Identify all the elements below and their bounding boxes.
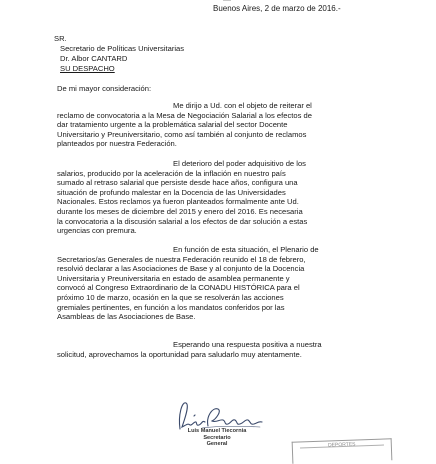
signer-role: General xyxy=(206,441,228,448)
paragraph-line: Secretarios/as Generales de nuestra Federación reunido el 18 de febrero, xyxy=(57,254,306,264)
paragraph-line: El deterioro del poder adquisitivo de los xyxy=(173,159,306,168)
paragraph-line: Universitaria y Preuniversitaria en estado de asamblea permanente y xyxy=(57,273,290,283)
received-stamp xyxy=(292,438,393,463)
recipient-line-4: SU DESPACHO xyxy=(60,64,115,73)
paragraph-line: salarios, producido por la aceleración de la inflación en nuestro país xyxy=(57,168,286,178)
paragraph-line: reclamo de convocatoria a la Mesa de Negociación Salarial a los efectos de xyxy=(57,110,312,120)
paragraph-line: convocó al Congreso Extraordinario de la CONADU HISTÓRICA para el xyxy=(57,283,300,293)
paragraph-line: Nacionales. Estos reclamos ya fueron planteados formalmente ante Ud. xyxy=(57,197,299,207)
paragraph-line: resolvió declarar a las Asociaciones de Base y al conjunto de la Docencia xyxy=(57,264,305,274)
paragraph-plenary xyxy=(57,245,368,322)
recipient-line-1: SR. xyxy=(54,34,67,43)
signer-name: Luis Manuel Tiecornia xyxy=(187,428,247,434)
paragraph-line: Universitario y Preuniversitario, como así también al conjunto de reclamos xyxy=(57,129,307,139)
paragraph-line: próximo 10 de marzo, ocasión en la que se resolverán las acciones xyxy=(57,292,284,302)
letter-date: Buenos Aires, 2 de marzo de 2016.- xyxy=(213,4,341,13)
paragraph-line: planteados por nuestra Federación. xyxy=(57,139,177,149)
paragraph-line: solicitud, aprovechamos la oportunidad para saludarlo muy atentamente. xyxy=(57,349,302,359)
scan-mark xyxy=(223,0,231,1)
signer-title: Secretario xyxy=(203,434,231,441)
paragraph-line: durante los meses de diciembre del 2015 y enero del 2016. Es necesaria xyxy=(57,206,303,216)
paragraph-line: sumado al retraso salarial que persiste desde hace años, configura una xyxy=(57,178,298,188)
paragraph-request xyxy=(57,101,368,149)
paragraph-line: Me dirijo a Ud. con el objeto de reiterar el xyxy=(173,101,312,110)
paragraph-line: Asambleas de las Asociaciones de Base. xyxy=(57,312,196,322)
stamp-text: DEPORTES xyxy=(327,441,356,449)
paragraph-line: urgencias con premura. xyxy=(57,226,137,236)
recipient-line-3: Dr. Albor CANTARD xyxy=(60,54,128,63)
salutation: De mi mayor consideración: xyxy=(57,84,152,93)
paragraph-line: la convocatoria a la discusión salarial a los efectos de dar solución a estas xyxy=(57,216,308,226)
paragraph-line: Esperando una respuesta positiva a nuestra xyxy=(173,340,322,349)
paragraph-line: situación de profundo malestar en la Docencia de las Universidades xyxy=(57,187,286,197)
signer-block xyxy=(176,428,258,448)
recipient-line-2: Secretario de Políticas Universitarias xyxy=(60,44,185,53)
paragraph-line: En función de esta situación, el Plenario de xyxy=(173,245,319,254)
paragraph-line: gremiales pertinentes, en función a los mandatos conferidos por las xyxy=(57,302,285,312)
paragraph-closing xyxy=(57,340,368,359)
paragraph-deterioration xyxy=(57,159,368,236)
paragraph-line: dar tratamiento urgente a la problemática salarial del sector Docente xyxy=(57,120,288,130)
